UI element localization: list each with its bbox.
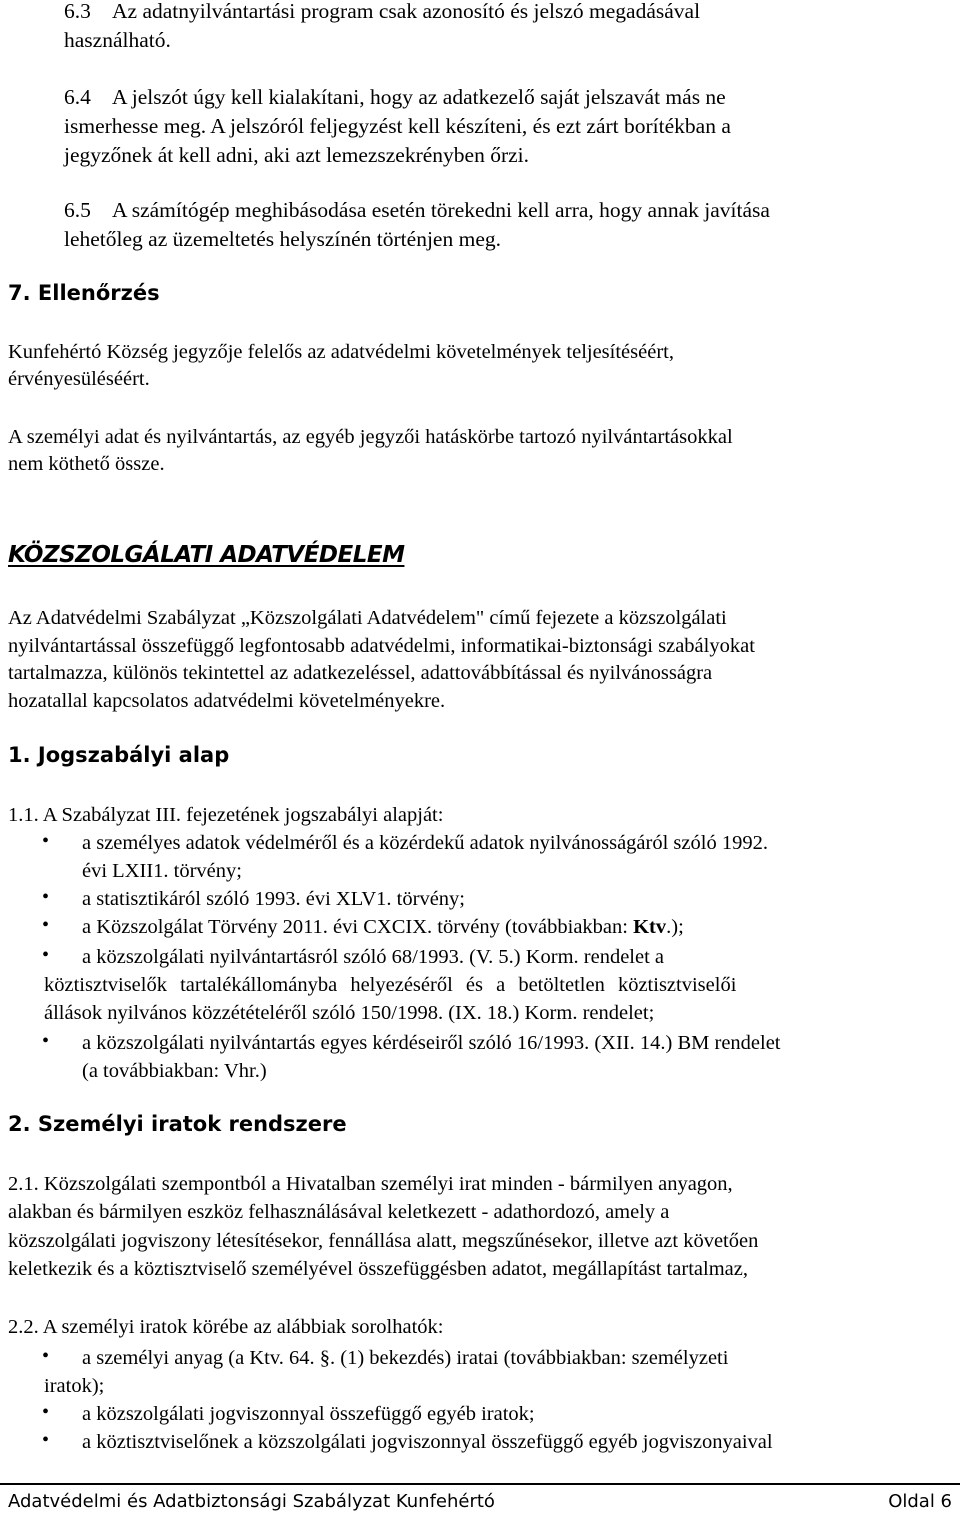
item-6-5-line1: A számítógép meghibásodása esetén törekedni kell arra, hogy annak javítása (112, 198, 770, 222)
footer-divider (0, 1483, 960, 1485)
ktv-abbreviation: Ktv (633, 916, 667, 938)
jogszabalyi-heading: 1. Jogszabályi alap (8, 743, 230, 767)
kozszolgalati-intro-line2: nyilvántartással összefüggő legfontosabb adatvédelmi, informatikai-biztonsági szabályokat (8, 635, 755, 657)
item-6-4-number: 6.4 (64, 85, 91, 109)
jogszabalyi-subheading: 1.1. A Szabályzat III. fejezetének jogszabályi alapját: (8, 804, 444, 826)
item-6-4-line1: A jelszót úgy kell kialakítani, hogy az adatkezelő saját jelszavát más ne (112, 85, 726, 109)
iratok-bullet1-line2: iratok); (44, 1375, 105, 1397)
iratok-bullet3: a köztisztviselőnek a közszolgálati jogviszonnyal összefüggő egyéb jogviszonyaival (82, 1431, 773, 1453)
bullet-icon: • (42, 1030, 50, 1052)
section-7-p2-line1: A személyi adat és nyilvántartás, az egyéb jegyzői hatáskörbe tartozó nyilvántartásokkal (8, 426, 733, 448)
section-7-p1-line2: érvényesüléséért. (8, 368, 150, 390)
bullet-icon: • (42, 1429, 50, 1451)
bullet-icon: • (42, 914, 50, 936)
jogszabalyi-bullet2: a statisztikáról szóló 1993. évi XLV1. törvény; (82, 888, 465, 910)
iratok-bullet2: a közszolgálati jogviszonnyal összefüggő egyéb iratok; (82, 1403, 535, 1425)
section-7-p2-line2: nem köthető össze. (8, 453, 165, 475)
bullet-icon: • (42, 886, 50, 908)
jogszabalyi-bullet4-line3: állások nyilvános közzétételéről szóló 150/1998. (IX. 18.) Korm. rendelet; (44, 1002, 655, 1024)
iratok-2-1-line1: 2.1. Közszolgálati szempontból a Hivatalban személyi irat minden - bármilyen anyagon, (8, 1173, 733, 1195)
footer-title: Adatvédelmi és Adatbiztonsági Szabályzat Kunfehértó (8, 1491, 495, 1512)
jogszabalyi-bullet5-line1: a közszolgálati nyilvántartás egyes kérdéseiről szóló 16/1993. (XII. 14.) BM rendelet (82, 1032, 781, 1054)
item-6-3-line2: használható. (64, 28, 171, 52)
iratok-bullet1-line1: a személyi anyag (a Ktv. 64. §. (1) bekezdés) iratai (továbbiakban: személyzeti (82, 1347, 729, 1369)
item-6-5-line2: lehetőleg az üzemeltetés helyszínén történjen meg. (64, 227, 501, 251)
jogszabalyi-bullet3 (82, 913, 684, 941)
bullet-icon: • (42, 830, 50, 852)
jogszabalyi-bullet3-text: a Közszolgálat Törvény 2011. évi CXCIX. törvény (továbbiakban: (82, 916, 634, 938)
iratok-2-1-line2: alakban és bármilyen eszköz felhasználásával keletkezett - adathordozó, amely a (8, 1201, 670, 1223)
jogszabalyi-bullet4-line2: köztisztviselők tartalékállományba helyezéséről és a betöltetlen köztisztviselői (44, 974, 737, 996)
item-6-5-number: 6.5 (64, 198, 91, 222)
bullet-icon: • (42, 944, 50, 966)
footer-page-number: Oldal 6 (888, 1491, 952, 1512)
bullet-icon: • (42, 1345, 50, 1367)
kozszolgalati-intro-line3: tartalmazza, különös tekintettel az adatkezeléssel, adattovábbítással és nyilvánosságra (8, 662, 713, 684)
jogszabalyi-bullet5-line2: (a továbbiakban: Vhr.) (82, 1060, 267, 1082)
iratok-2-1-line4: keletkezik és a köztisztviselő személyével összefüggésben adatot, megállapítást tartalmaz, (8, 1258, 748, 1280)
kozszolgalati-intro-line4: hozatallal kapcsolatos adatvédelmi követelményekre. (8, 690, 446, 712)
iratok-2-2: 2.2. A személyi iratok körébe az alábbiak sorolhatók: (8, 1316, 444, 1338)
item-6-3-number: 6.3 (64, 0, 91, 23)
iratok-2-1-line3: közszolgálati jogviszony létesítésekor, fennállása alatt, megszűnésekor, illetve azt követően (8, 1230, 759, 1252)
kozszolgalati-intro-line1: Az Adatvédelmi Szabályzat „Közszolgálati Adatvédelem" című fejezete a közszolgálati (8, 607, 727, 629)
jogszabalyi-bullet3-end: .); (666, 916, 684, 938)
item-6-3-line1: Az adatnyilvántartási program csak azonosító és jelszó megadásával (112, 0, 701, 23)
jogszabalyi-bullet1-line2: évi LXII1. törvény; (82, 860, 242, 882)
kozszolgalati-heading: KÖZSZOLGÁLATI ADATVÉDELEM (8, 542, 405, 568)
bullet-icon: • (42, 1401, 50, 1423)
section-7-p1-line1: Kunfehértó Község jegyzője felelős az adatvédelmi követelmények teljesítéséért, (8, 341, 674, 363)
item-6-4-line2: ismerhesse meg. A jelszóról feljegyzést kell készíteni, és ezt zárt borítékban a (64, 114, 731, 138)
section-7-heading: 7. Ellenőrzés (8, 281, 160, 305)
item-6-4-line3: jegyzőnek át kell adni, aki azt lemezszekrényben őrzi. (64, 143, 530, 167)
iratok-heading: 2. Személyi iratok rendszere (8, 1112, 347, 1136)
jogszabalyi-bullet4-line1: a közszolgálati nyilvántartásról szóló 68/1993. (V. 5.) Korm. rendelet a (82, 946, 665, 968)
jogszabalyi-bullet1-line1: a személyes adatok védelméről és a közérdekű adatok nyilvánosságáról szóló 1992. (82, 832, 768, 854)
